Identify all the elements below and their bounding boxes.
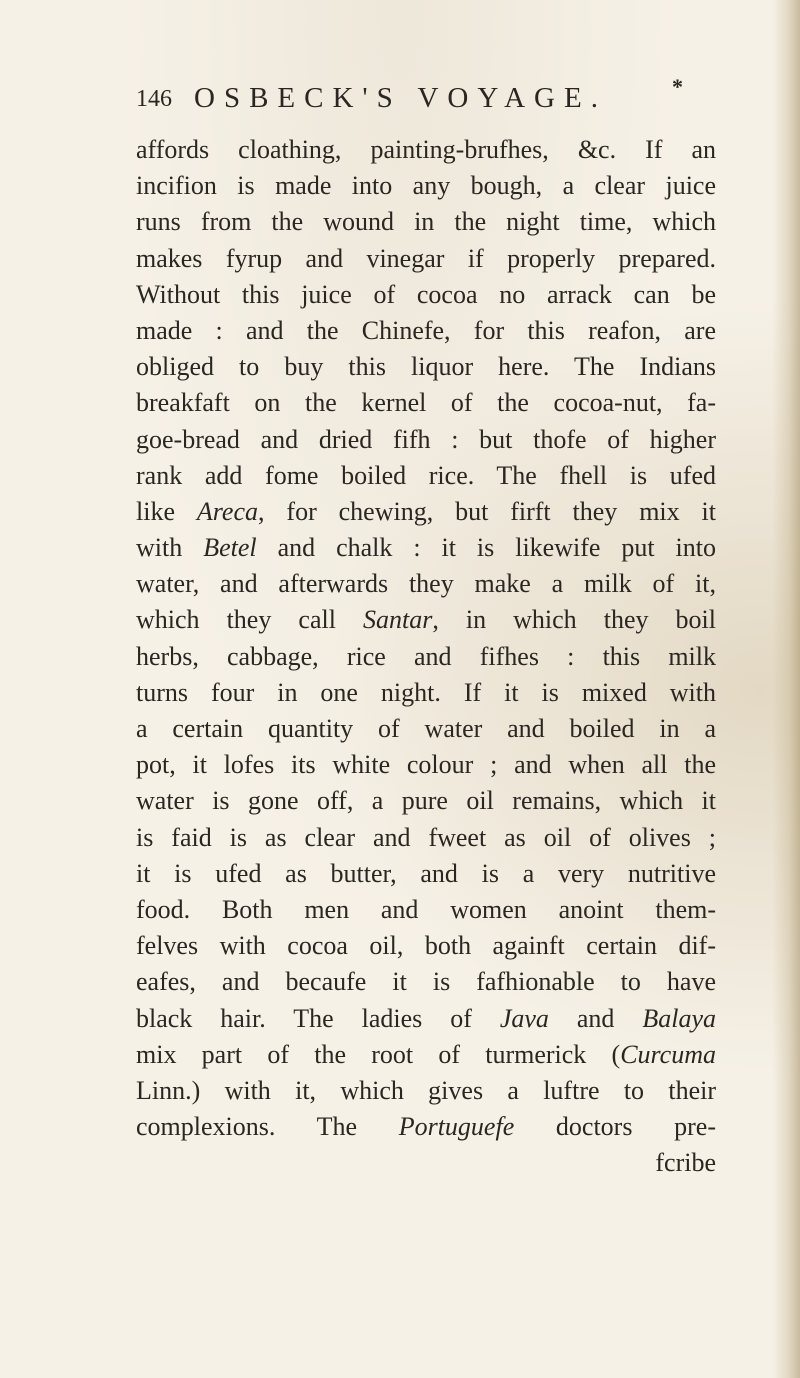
text-segment: fcribe (655, 1148, 716, 1178)
text-segment: is faid is as clear and fweet as oil of olives ; (136, 822, 716, 852)
italic-text: Betel (203, 533, 257, 563)
text-line (136, 385, 716, 421)
text-line (136, 1109, 716, 1145)
text-segment: makes fyrup and vinegar if properly prepared. (136, 243, 716, 273)
text-segment: goe-bread and dried fifh : but thofe of higher (136, 424, 716, 454)
text-line (136, 494, 716, 530)
text-segment: affords cloathing, painting-brufhes, &c. If an (136, 135, 716, 164)
text-segment: water, and afterwards they make a milk of it, (136, 569, 716, 599)
text-segment: Linn.) with it, which gives a luftre to their (136, 1075, 716, 1105)
text-line (136, 168, 716, 204)
page-edge-shadow (772, 0, 800, 1378)
text-segment: and chalk : it is likewife put into (256, 533, 716, 563)
text-line (136, 783, 716, 819)
italic-text: Curcuma (620, 1039, 716, 1069)
text-segment: , in which they boil (432, 605, 716, 635)
italic-text: Java (499, 1003, 549, 1033)
text-segment: breakfaft on the kernel of the cocoa-nut, fa- (136, 388, 716, 418)
text-segment: which they call (136, 605, 363, 635)
text-line (136, 1145, 716, 1181)
text-line (136, 892, 716, 928)
text-line (136, 1073, 716, 1109)
text-line (136, 277, 716, 313)
text-segment: incifion is made into any bough, a clear juice (136, 171, 716, 201)
text-line (136, 964, 716, 1000)
text-segment: rank add fome boiled rice. The fhell is ufed (136, 460, 716, 490)
text-segment: runs from the wound in the night time, which (136, 207, 716, 237)
text-segment: turns four in one night. If it is mixed with (136, 677, 716, 707)
text-segment: complexions. The (136, 1112, 399, 1142)
text-segment: herbs, cabbage, rice and fifhes : this milk (136, 641, 716, 671)
text-line (136, 1037, 716, 1073)
text-line (136, 856, 716, 892)
text-segment: it is ufed as butter, and is a very nutritive (136, 858, 716, 888)
text-segment: Without this juice of cocoa no arrack can be (136, 279, 716, 309)
italic-text: Portuguefe (398, 1112, 515, 1142)
text-segment: felves with cocoa oil, both againft certain dif- (136, 931, 716, 961)
text-segment: obliged to buy this liquor here. The Indians (136, 352, 716, 382)
text-segment: and (548, 1003, 643, 1033)
text-line (136, 747, 716, 783)
text-line (136, 313, 716, 349)
text-segment: with (136, 533, 204, 563)
text-line (136, 675, 716, 711)
text-line (136, 241, 716, 277)
text-line (136, 928, 716, 964)
text-segment: pot, it lofes its white colour ; and when all the (136, 750, 716, 780)
text-line (136, 639, 716, 675)
text-line (136, 1001, 716, 1037)
text-segment: like (136, 496, 197, 526)
text-line (136, 458, 716, 494)
text-line (136, 820, 716, 856)
text-segment: doctors pre- (514, 1112, 716, 1142)
running-head: OSBECK'S VOYAGE. (194, 82, 607, 114)
text-line (136, 422, 716, 458)
page-number: 146 (136, 86, 172, 112)
page-header (136, 74, 696, 122)
signature-mark: * (672, 74, 683, 99)
text-line (136, 602, 716, 638)
text-line (136, 530, 716, 566)
body-text (136, 132, 716, 1181)
text-segment: eafes, and becaufe it is fafhionable to have (136, 967, 716, 997)
text-segment: a certain quantity of water and boiled in a (136, 714, 716, 743)
text-line (136, 132, 716, 168)
text-segment: black hair. The ladies of (136, 1003, 500, 1033)
text-segment: mix part of the root of turmerick ( (136, 1039, 621, 1069)
text-line (136, 711, 716, 747)
text-segment: water is gone off, a pure oil remains, which it (136, 786, 716, 816)
text-line (136, 566, 716, 602)
text-line (136, 204, 716, 240)
italic-text: Areca (196, 496, 259, 526)
italic-text: Balaya (642, 1003, 717, 1033)
text-segment: , for chewing, but firft they mix it (258, 496, 716, 526)
text-line (136, 349, 716, 385)
italic-text: Santar (362, 605, 433, 635)
text-segment: made : and the Chinefe, for this reafon, are (136, 315, 716, 345)
text-segment: food. Both men and women anoint them- (136, 894, 716, 924)
